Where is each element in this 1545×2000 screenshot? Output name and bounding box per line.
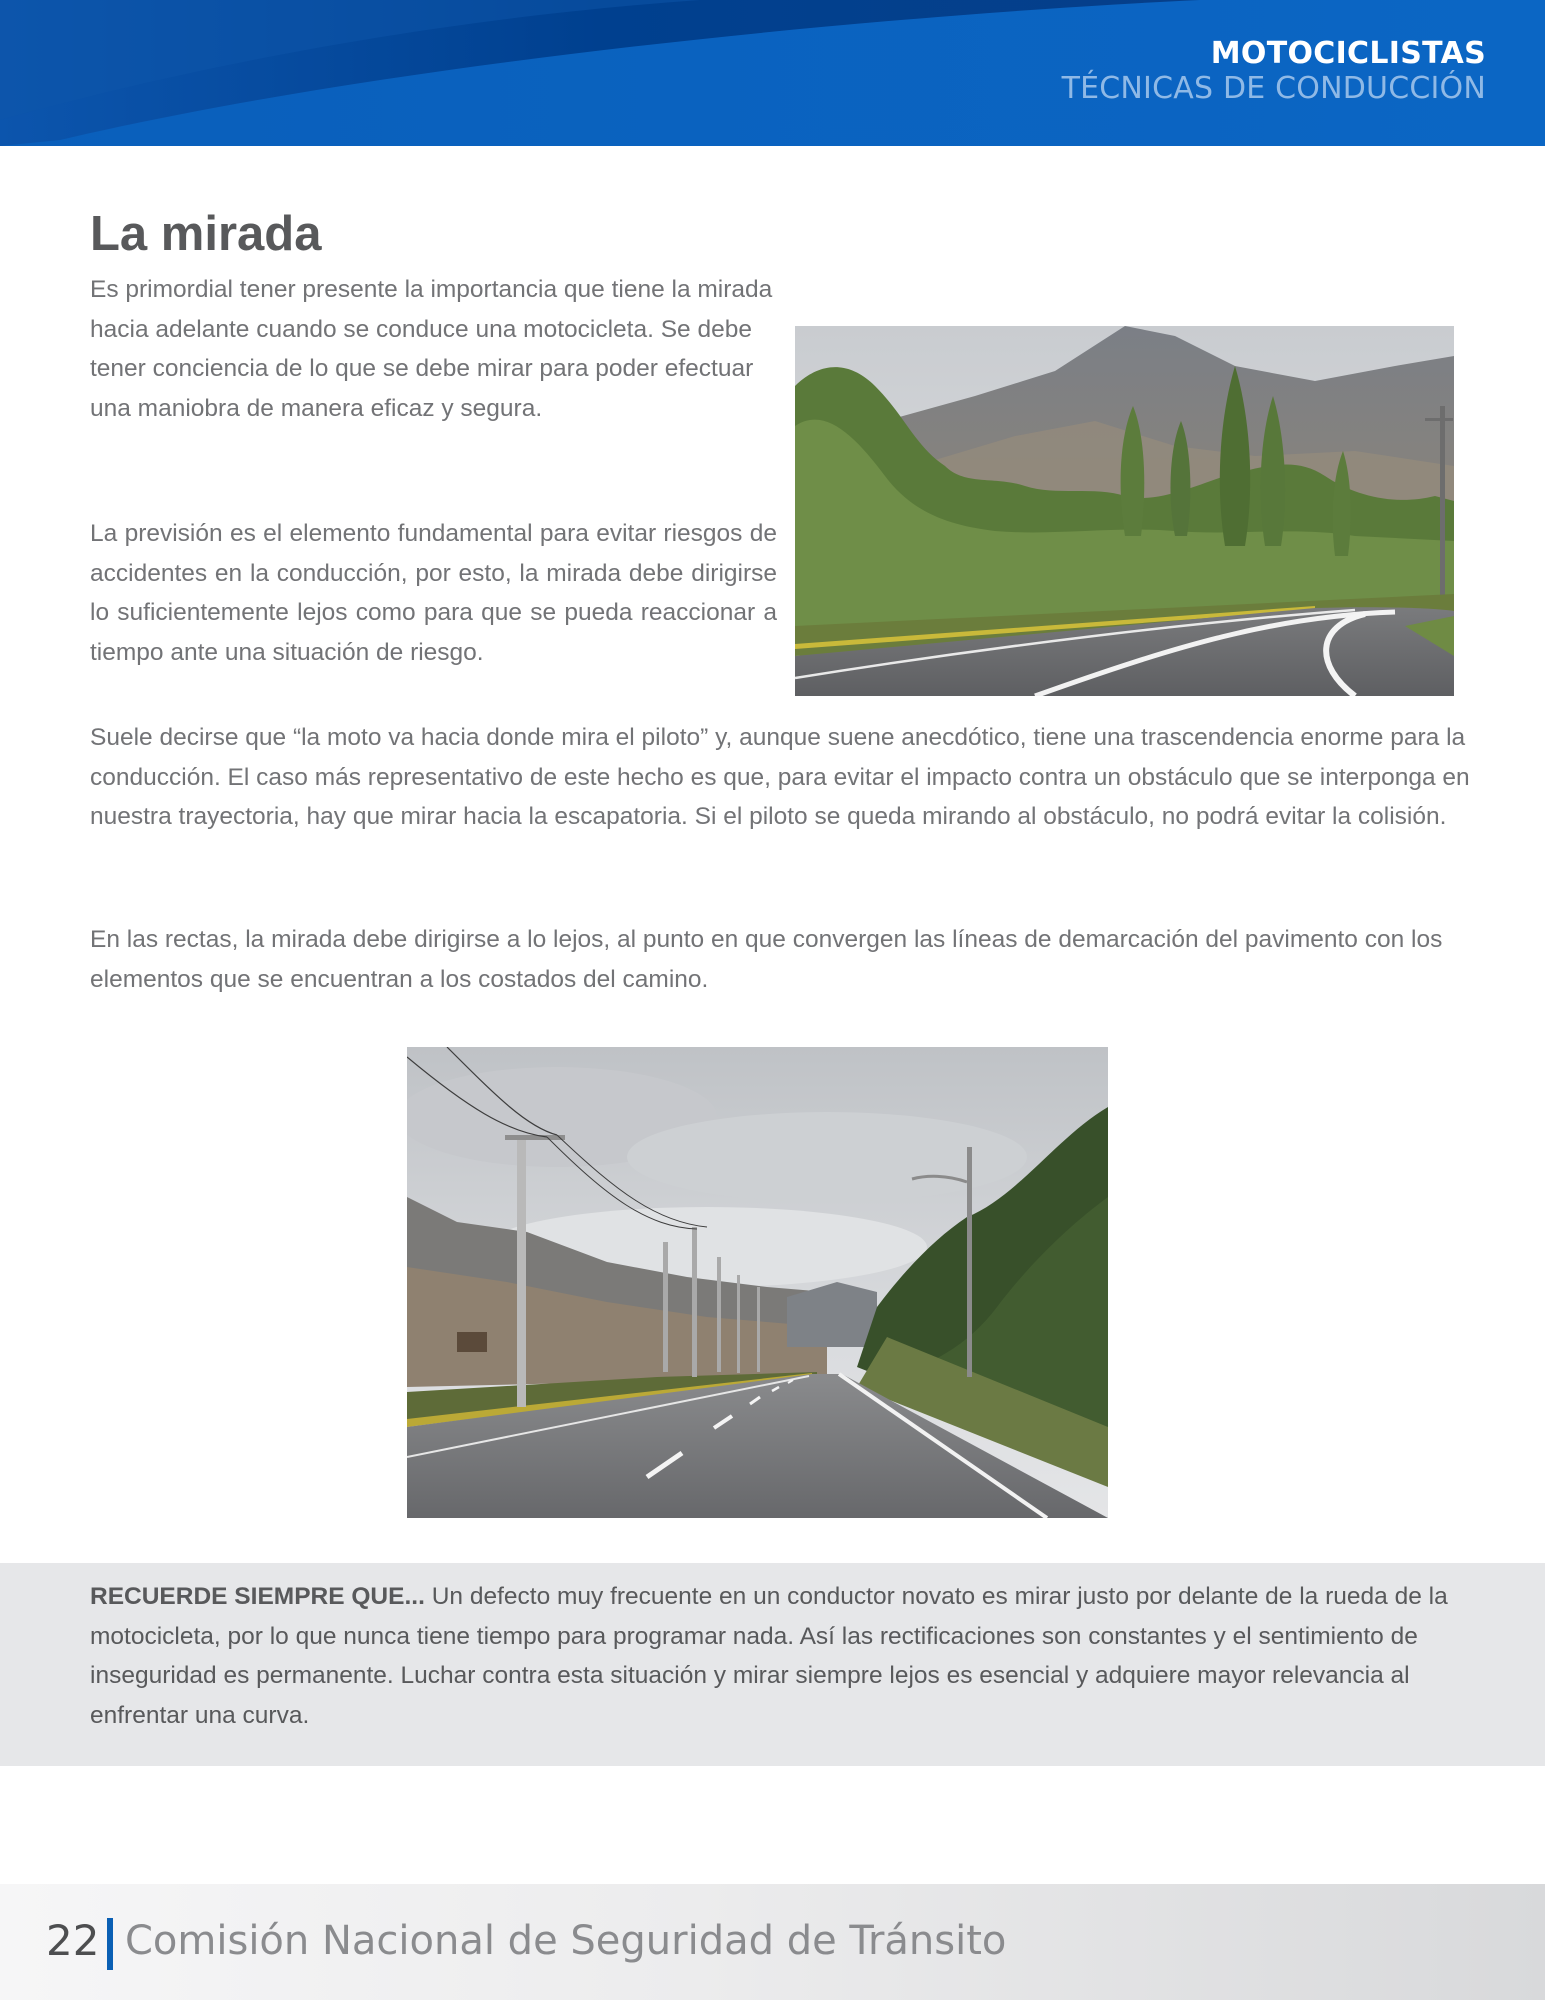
straight-road-photo bbox=[407, 1047, 1108, 1518]
page-title: La mirada bbox=[90, 207, 322, 261]
page-number: 22 bbox=[46, 1916, 100, 1965]
header-titles bbox=[1062, 36, 1486, 106]
prevision-paragraph: La previsión es el elemento fundamental para evitar riesgos de accidentes en la conducción, por esto, la mirada debe dirigirse lo suficientemente lejos como para que se pueda reaccionar a tiempo ante una situación de riesgo. bbox=[90, 520, 777, 666]
page-header bbox=[0, 0, 1545, 146]
reminder-body: Un defecto muy frecuente en un conductor novato es mirar justo por delante de la rueda de la motocicleta, por lo que nunca tiene tiempo para programar nada. Así las rectificaciones son constantes y el sentimiento de inseguridad es permanente. Luchar contra esta situación y mirar siempre lejos es esencial y adquiere mayor relevancia al enfrentar una curva. bbox=[90, 1583, 1448, 1729]
intro-paragraph: Es primordial tener presente la importancia que tiene la mirada hacia adelante cuando se conduce una motocicleta. Se debe tener conciencia de lo que se debe mirar para poder efectuar una maniobra de manera eficaz y segura. bbox=[90, 276, 773, 422]
footer-organization: Comisión Nacional de Seguridad de Tránsito bbox=[125, 1918, 1007, 1964]
reminder-text bbox=[90, 1577, 1490, 1735]
header-title: MOTOCICLISTAS bbox=[1210, 36, 1486, 71]
page-footer bbox=[0, 1884, 1545, 2000]
header-subtitle: TÉCNICAS DE CONDUCCIÓN bbox=[1061, 71, 1486, 106]
straights-paragraph: En las rectas, la mirada debe dirigirse a lo lejos, al punto en que convergen las líneas de demarcación del pavimento con los elementos que se encuentran a los costados del camino. bbox=[90, 926, 1443, 993]
reminder-box bbox=[0, 1563, 1545, 1766]
reminder-lead: RECUERDE SIEMPRE QUE... bbox=[90, 1583, 425, 1610]
footer-divider bbox=[107, 1918, 113, 1970]
curved-road-photo bbox=[795, 326, 1454, 696]
look-direction-paragraph: Suele decirse que “la moto va hacia donde mira el piloto” y, aunque suene anecdótico, tiene una trascendencia enorme para la conducción. El caso más representativo de este hecho es que, para evitar el impacto contra un obstáculo que se interponga en nuestra trayectoria, hay que mirar hacia la escapatoria. Si el piloto se queda mirando al obstáculo, no podrá evitar la colisión. bbox=[90, 724, 1470, 831]
